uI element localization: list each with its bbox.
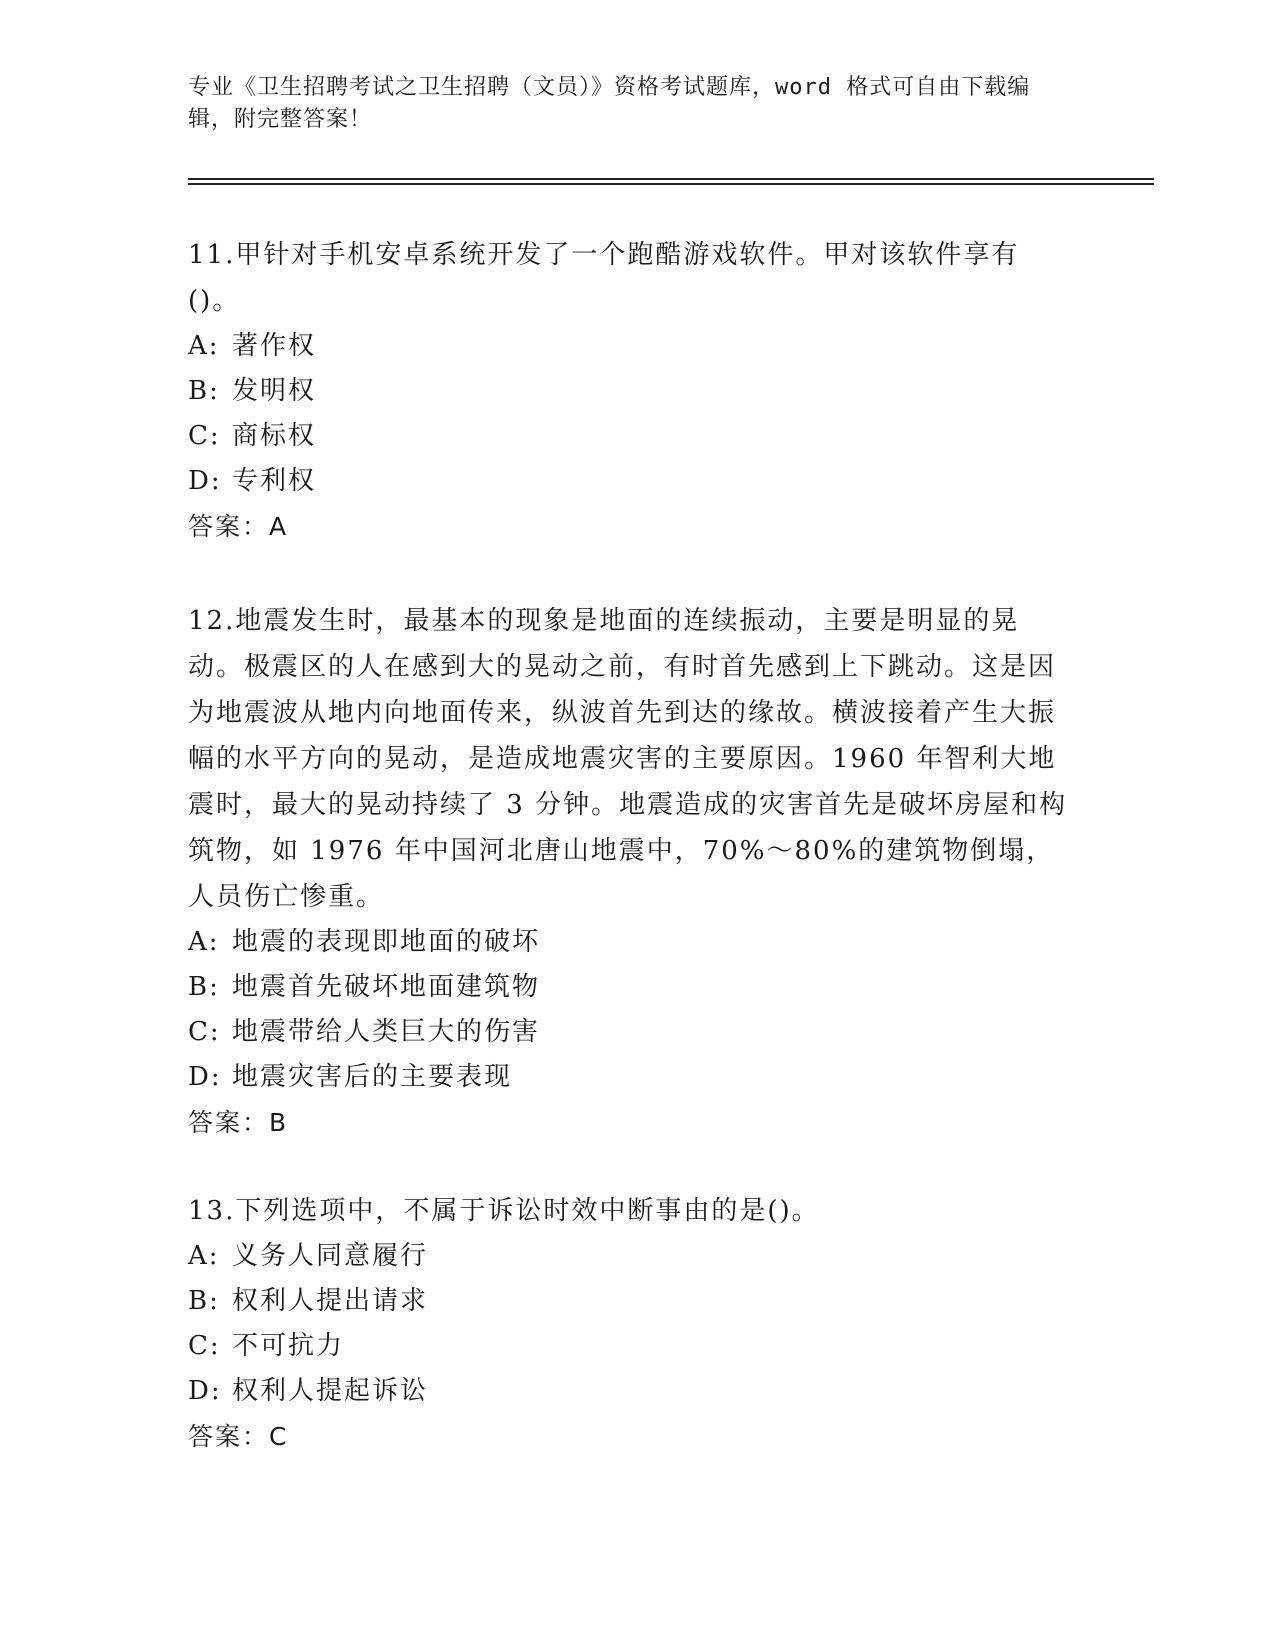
option-text: 专利权 xyxy=(232,466,317,496)
option-d xyxy=(188,459,1068,504)
option-key: D: xyxy=(188,466,222,496)
option-d xyxy=(188,1055,1068,1100)
question-stem: 11.甲针对手机安卓系统开发了一个跑酷游戏软件。甲对该软件享有()。 xyxy=(188,240,1020,316)
option-key: D: xyxy=(188,1376,222,1406)
option-c xyxy=(188,1324,1068,1369)
option-text: 权利人提起诉讼 xyxy=(232,1376,429,1406)
option-text: 发明权 xyxy=(232,376,317,406)
document-header: 专业《卫生招聘考试之卫生招聘（文员）》资格考试题库，word 格式可自由下载编辑，附完整答案！ xyxy=(188,75,1031,132)
option-text: 著作权 xyxy=(232,331,317,361)
answer: 答案：A xyxy=(188,512,289,541)
option-b xyxy=(188,369,1068,414)
option-text: 地震的表现即地面的破坏 xyxy=(232,927,541,957)
option-text: 地震首先破坏地面建筑物 xyxy=(232,972,541,1002)
option-c xyxy=(188,1010,1068,1055)
option-text: 地震灾害后的主要表现 xyxy=(232,1062,513,1092)
option-key: B: xyxy=(188,1286,220,1316)
option-b xyxy=(188,965,1068,1010)
option-key: A: xyxy=(188,331,220,361)
option-key: C: xyxy=(188,1331,221,1361)
option-text: 商标权 xyxy=(232,421,317,451)
option-a xyxy=(188,324,1068,369)
option-key: D: xyxy=(188,1062,222,1092)
option-text: 义务人同意履行 xyxy=(232,1241,429,1271)
header-divider-bottom xyxy=(188,183,1154,185)
option-b xyxy=(188,1279,1068,1324)
question-12 xyxy=(188,598,1068,1146)
option-key: C: xyxy=(188,421,221,451)
question-stem: 12.地震发生时，最基本的现象是地面的连续振动，主要是明显的晃动。极震区的人在感到大的晃动之前，有时首先感到上下跳动。这是因为地震波从地内向地面传来，纵波首先到达的缘故。横波接着产生大振幅的水平方向的晃动，是造成地震灾害的主要原因。1960 年智利大地震时，最大的晃动持续了 3 分钟。地震造成的灾害首先是破坏房屋和构筑物，如 1976 年中国河北唐山地震中，70%～80%的建筑物倒塌，人员伤亡惨重。 xyxy=(188,606,1068,912)
option-key: A: xyxy=(188,927,220,957)
header-divider-top xyxy=(188,178,1154,180)
option-key: C: xyxy=(188,1017,221,1047)
answer: 答案：B xyxy=(188,1108,289,1137)
question-11 xyxy=(188,232,1068,550)
option-a xyxy=(188,920,1068,965)
option-key: A: xyxy=(188,1241,220,1271)
question-stem: 13.下列选项中，不属于诉讼时效中断事由的是()。 xyxy=(188,1196,820,1226)
option-c xyxy=(188,414,1068,459)
option-text: 权利人提出请求 xyxy=(232,1286,429,1316)
option-d xyxy=(188,1369,1068,1414)
question-13 xyxy=(188,1188,1068,1460)
option-text: 地震带给人类巨大的伤害 xyxy=(232,1017,541,1047)
option-a xyxy=(188,1234,1068,1279)
answer: 答案：C xyxy=(188,1422,289,1451)
option-key: B: xyxy=(188,376,220,406)
option-key: B: xyxy=(188,972,220,1002)
option-text: 不可抗力 xyxy=(232,1331,345,1361)
